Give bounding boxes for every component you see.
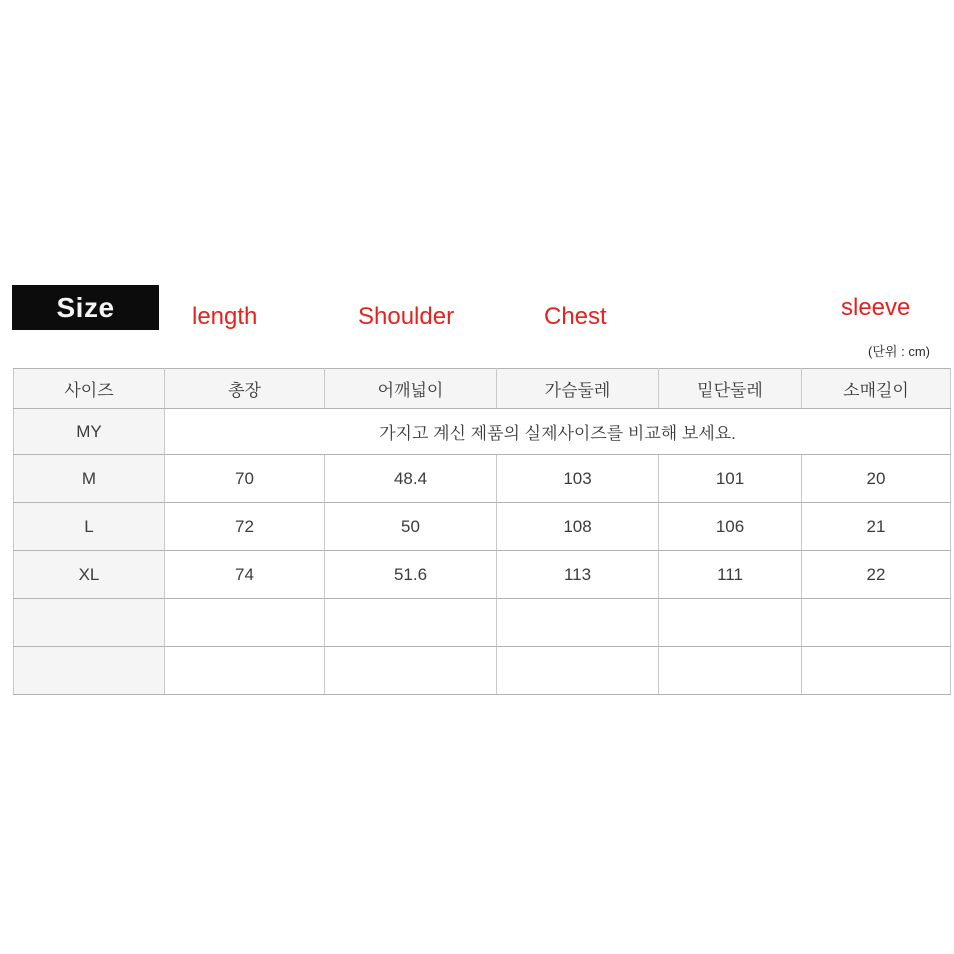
column-header-length: 총장 [165,369,325,409]
row-label-my: MY [14,409,165,455]
table-cell: 51.6 [325,551,497,599]
header-row [14,369,951,409]
table-cell: 20 [802,455,951,503]
empty-cell [325,647,497,695]
empty-cell [165,599,325,647]
empty-cell [497,647,659,695]
column-header-chest: 가슴둘레 [497,369,659,409]
empty-row [14,647,951,695]
table-cell: 48.4 [325,455,497,503]
table-row-m [14,455,951,503]
table-cell: 101 [659,455,802,503]
table-row-xl [14,551,951,599]
size-banner-label: Size [56,291,115,323]
empty-cell [659,647,802,695]
row-label: M [14,455,165,503]
table-cell: 21 [802,503,951,551]
empty-cell [802,647,951,695]
empty-cell [165,647,325,695]
table-cell: 113 [497,551,659,599]
table-cell: 111 [659,551,802,599]
table-cell: 108 [497,503,659,551]
table-row-l [14,503,951,551]
size-banner [12,285,159,330]
table-cell: 103 [497,455,659,503]
table-cell: 50 [325,503,497,551]
annotation-length: length [192,303,258,330]
row-label: L [14,503,165,551]
empty-cell [325,599,497,647]
empty-cell [802,599,951,647]
size-table [13,368,951,695]
table-cell: 72 [165,503,325,551]
unit-note: (단위 : cm) [868,344,930,359]
column-header-size: 사이즈 [14,369,165,409]
table-cell: 74 [165,551,325,599]
row-label: XL [14,551,165,599]
empty-cell [14,599,165,647]
annotation-chest: Chest [544,303,607,330]
empty-row [14,599,951,647]
column-header-shoulder: 어깨넓이 [325,369,497,409]
table-cell: 22 [802,551,951,599]
annotation-sleeve: sleeve [841,294,911,321]
table-cell: 70 [165,455,325,503]
my-row-message: 가지고 계신 제품의 실제사이즈를 비교해 보세요. [165,409,951,455]
column-header-hem: 밑단둘레 [659,369,802,409]
empty-cell [659,599,802,647]
empty-cell [14,647,165,695]
column-header-sleeve: 소매길이 [802,369,951,409]
my-row [14,409,951,455]
annotation-shoulder: Shoulder [358,303,455,330]
table-cell: 106 [659,503,802,551]
empty-cell [497,599,659,647]
